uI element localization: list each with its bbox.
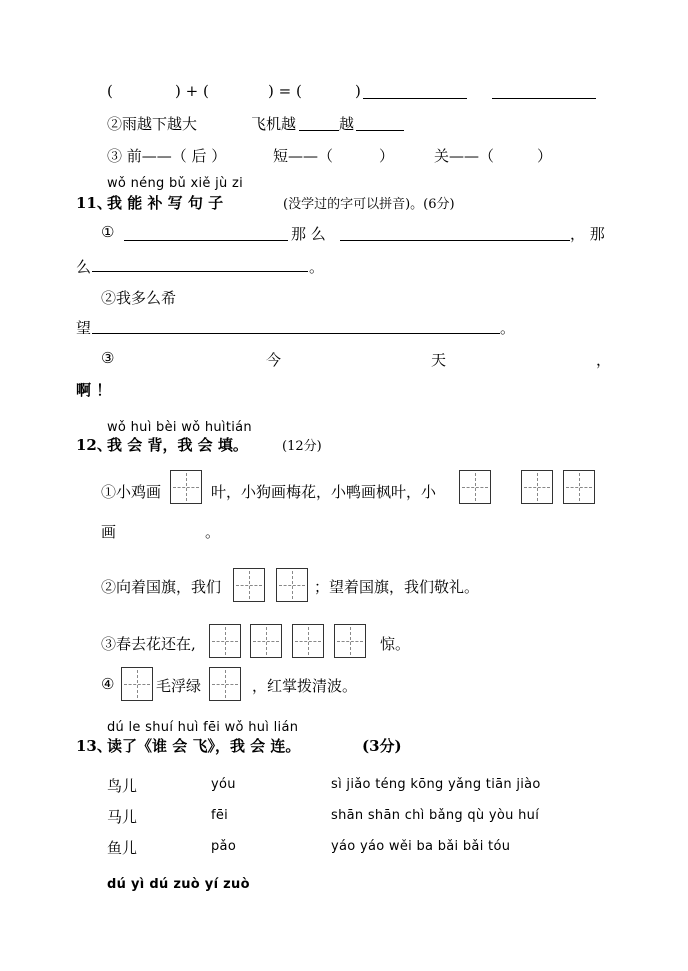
q13-left-item[interactable]: 马儿 — [107, 808, 138, 826]
q12-l4-start: ④ — [101, 675, 115, 693]
tianzige-box[interactable] — [276, 568, 308, 602]
q11-pinyin: wǒ néng bǔ xiě jù zi — [107, 176, 244, 191]
item3-mid: 短——（ — [273, 147, 334, 165]
q12-l3-start: ③春去花还在, — [101, 635, 196, 653]
q11-s1-label: ① — [101, 223, 115, 241]
row1-close-paren: ) — [355, 82, 361, 100]
q12-l1-start: ①小鸡画 — [101, 483, 162, 501]
item3-right: 关——（ — [434, 147, 495, 165]
q11-s3-label: ③ — [101, 349, 115, 367]
q11-s2-text: ②我多么希 — [101, 289, 177, 307]
q12-title: 我 会 背，我 会 填。 — [107, 436, 248, 454]
tianzige-box[interactable] — [334, 624, 366, 658]
tianzige-box[interactable] — [121, 667, 153, 701]
tianzige-box[interactable] — [170, 470, 202, 504]
q13-middle-item[interactable]: yóu — [211, 777, 236, 792]
q12-pinyin: wǒ huì bèi wǒ huìtián — [107, 420, 252, 435]
q11-number: 11、 — [76, 194, 112, 212]
q11-s3-end: ， — [596, 351, 612, 369]
q14-pinyin: dú yì dú zuò yí zuò — [107, 877, 250, 892]
q13-title: 读了《谁 会 飞》，我 会 连。 — [107, 737, 301, 755]
item2-blank-1[interactable] — [299, 130, 339, 131]
item2-text: ②雨越下越大 — [107, 115, 198, 133]
q11-s2-line2-end: 。 — [500, 319, 516, 337]
tianzige-box[interactable] — [250, 624, 282, 658]
q13-right-item[interactable]: yáo yáo wěi ba bǎi bǎi tóu — [331, 839, 511, 854]
q12-l1-cont: 画 — [101, 523, 117, 541]
item3-mid-close: ） — [379, 147, 395, 165]
q11-s1-line2-start: 么 — [76, 258, 92, 276]
tianzige-box[interactable] — [209, 667, 241, 701]
item2-blank-2[interactable] — [356, 130, 404, 131]
q11-s1-end: ， 那 — [570, 225, 605, 243]
q11-s1-blank-1[interactable] — [124, 240, 288, 241]
q12-l3-end: 惊。 — [380, 635, 411, 653]
q11-s1-mid: 那 么 — [291, 225, 326, 243]
tianzige-box[interactable] — [521, 470, 553, 504]
q12-l4-mid: 毛浮绿 — [156, 677, 202, 695]
q11-s3-word-2: 天 — [431, 351, 447, 369]
row1-plus: ) + ( — [175, 82, 209, 100]
q11-s3-word-1: 今 — [266, 351, 282, 369]
item3-right-close: ） — [537, 147, 553, 165]
q12-l2-start: ②向着国旗，我们 — [101, 578, 222, 596]
q12-l1-mid: 叶，小狗画梅花，小鸭画枫叶，小 — [211, 483, 437, 501]
q11-title: 我 能 补 写 句 子 — [107, 194, 224, 212]
item2-mid: 飞机越 — [251, 115, 297, 133]
tianzige-box[interactable] — [459, 470, 491, 504]
tianzige-box[interactable] — [233, 568, 265, 602]
item2-end: 越 — [339, 115, 355, 133]
row1-blank-2[interactable] — [492, 98, 596, 99]
q13-number: 13、 — [76, 737, 112, 755]
q13-left-item[interactable]: 鸟儿 — [107, 777, 138, 795]
q11-note: (没学过的字可以拼音)。(6分) — [283, 197, 455, 212]
row1-blank-1[interactable] — [363, 98, 467, 99]
item3-label: ③ 前——（ 后 ） — [107, 147, 227, 165]
q13-middle-item[interactable]: fēi — [211, 808, 229, 823]
q13-left-item[interactable]: 鱼儿 — [107, 839, 138, 857]
tianzige-box[interactable] — [563, 470, 595, 504]
tianzige-box[interactable] — [292, 624, 324, 658]
q12-number: 12、 — [76, 436, 112, 454]
q12-l4-end: ，红掌拨清波。 — [252, 677, 358, 695]
q12-l2-end: ；望着国旗，我们敬礼。 — [314, 578, 480, 596]
row1-open-paren: ( — [107, 82, 113, 100]
q11-s1-blank-3[interactable] — [92, 271, 308, 272]
q11-s3-line2: 啊 ！ — [76, 381, 112, 399]
q13-right-item[interactable]: shān shān chì bǎng qù yòu huí — [331, 808, 540, 823]
q13-score: (3分) — [362, 737, 402, 755]
q11-s2-blank[interactable] — [92, 333, 500, 334]
q13-middle-item[interactable]: pǎo — [211, 839, 237, 854]
row1-equals: ) = ( — [268, 82, 302, 100]
q13-pinyin: dú le shuí huì fēi wǒ huì lián — [107, 720, 299, 735]
q11-s1-blank-2[interactable] — [340, 240, 570, 241]
tianzige-box[interactable] — [209, 624, 241, 658]
q12-l1-end: 。 — [205, 523, 221, 541]
q12-score: (12分) — [282, 439, 322, 454]
q11-s1-line2-end: 。 — [309, 258, 325, 276]
q13-right-item[interactable]: sì jiǎo téng kōng yǎng tiān jiào — [331, 777, 541, 792]
q11-s2-line2-start: 望 — [76, 319, 92, 337]
